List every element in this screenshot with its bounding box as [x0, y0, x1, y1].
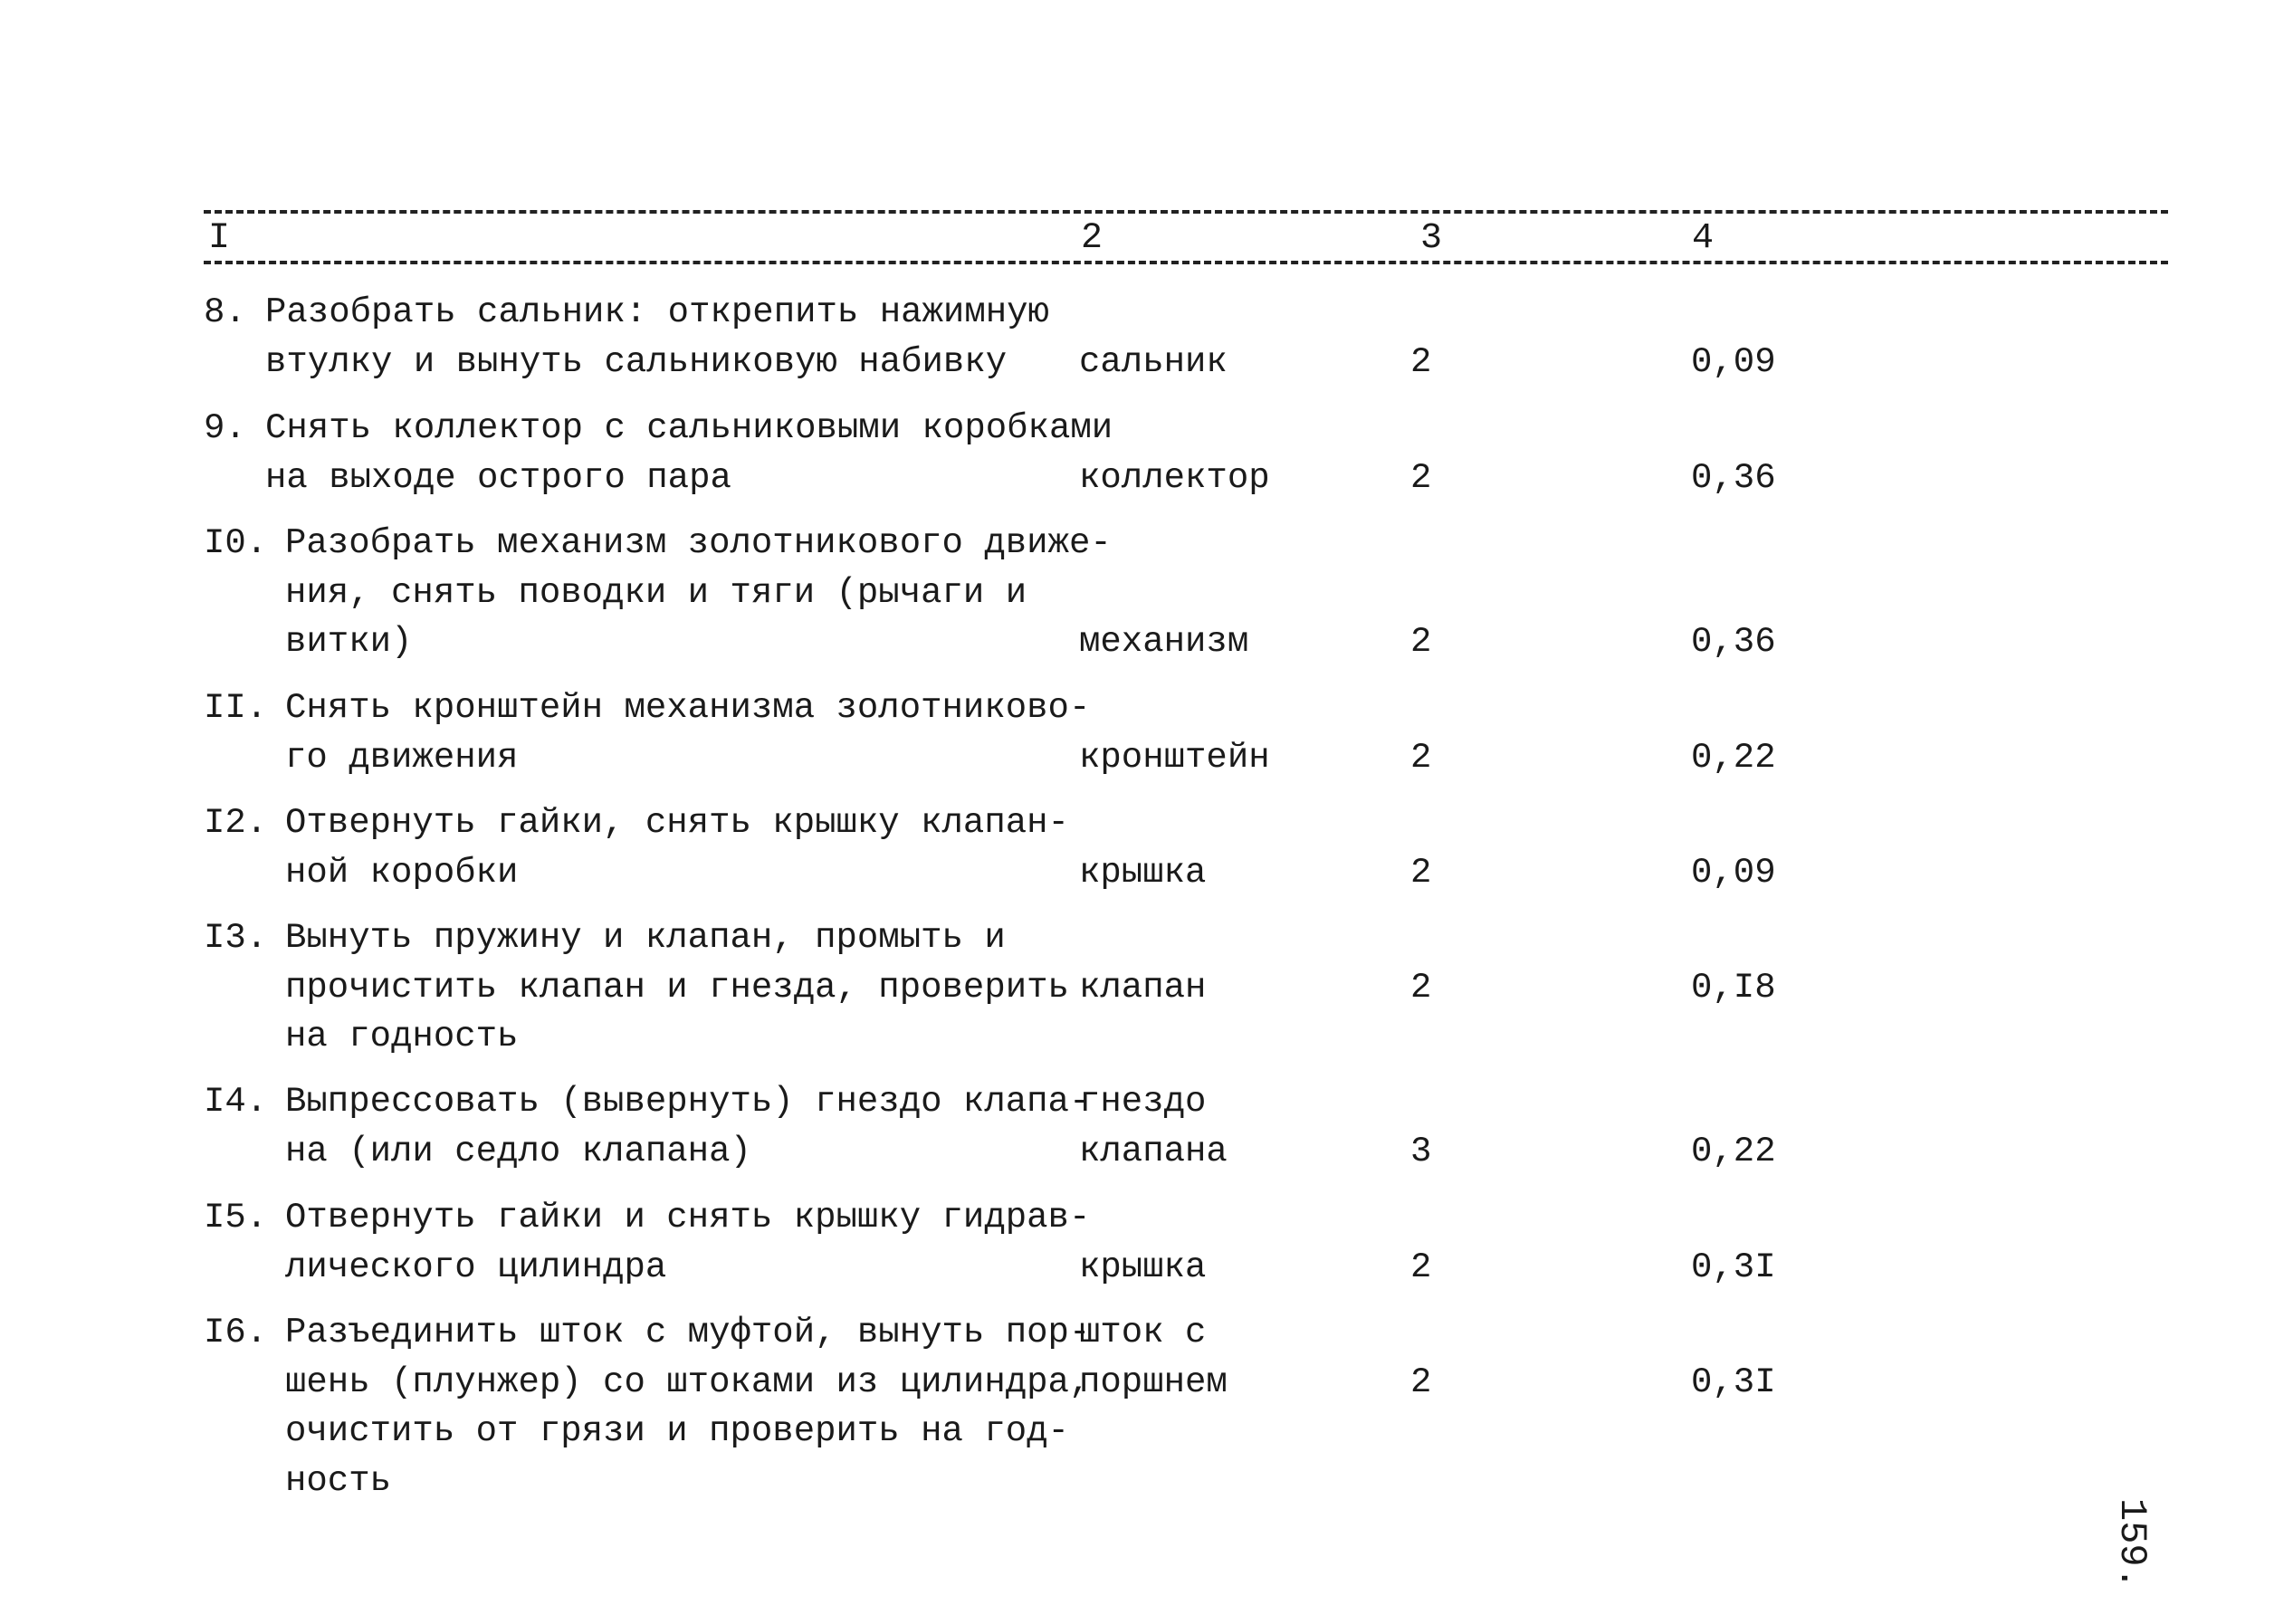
row-description: Разъединить шток с муфтой, вынуть пор- шень (плунжер) со штоками из цилиндра, очистить от грязи и проверить на год- ность: [285, 1313, 1091, 1501]
row-description: Вынуть пружину и клапан, промыть и прочистить клапан и гнезда, проверить на годность: [285, 918, 1069, 1056]
row-number: 9.: [204, 408, 246, 448]
row-time: 0,22: [1691, 737, 1776, 778]
row-number: II.: [204, 688, 268, 728]
row-description: Разобрать сальник: открепить нажимную втулку и вынуть сальниковую набивку: [265, 292, 1049, 382]
row-number: I4.: [204, 1082, 268, 1122]
row-quantity: 2: [1410, 1247, 1432, 1287]
row-object: крышка: [1079, 852, 1207, 893]
row-object: механизм: [1079, 622, 1249, 662]
page-number: 159.: [2110, 1498, 2154, 1590]
row-time: 0,22: [1691, 1131, 1776, 1171]
row-object: клапан: [1079, 967, 1207, 1008]
column-header-1: I: [205, 217, 234, 261]
row-number: I6.: [204, 1313, 268, 1352]
row-description: Снять коллектор с сальниковыми коробками на выходе острого пара: [265, 408, 1113, 498]
table-header-bottom-rule: [204, 261, 2168, 264]
row-number: 8.: [204, 292, 246, 332]
row-description: Отвернуть гайки и снять крышку гидрав- лического цилиндра: [285, 1198, 1091, 1287]
row-number: I0.: [204, 523, 268, 563]
row-object: кронштейн: [1079, 737, 1270, 778]
row-time: 0,09: [1691, 341, 1776, 382]
row-number: I5.: [204, 1198, 268, 1237]
row-quantity: 2: [1410, 622, 1432, 662]
row-object: шток с поршнем: [1079, 1313, 1228, 1402]
row-description: Разобрать механизм золотникового движе- ния, снять поводки и тяги (рычаги и витки): [285, 523, 1112, 662]
column-header-4: 4: [1688, 217, 1717, 261]
row-time: 0,I8: [1691, 967, 1776, 1008]
row-quantity: 2: [1410, 737, 1432, 778]
row-description: Снять кронштейн механизма золотниково- го движения: [285, 688, 1091, 778]
row-quantity: 3: [1410, 1131, 1432, 1171]
row-number: I3.: [204, 918, 268, 958]
row-number: I2.: [204, 803, 268, 843]
row-quantity: 2: [1410, 852, 1432, 893]
row-quantity: 2: [1410, 1361, 1432, 1402]
row-time: 0,36: [1691, 622, 1776, 662]
row-time: 0,36: [1691, 457, 1776, 498]
row-description: Отвернуть гайки, снять крышку клапан- ной коробки: [285, 803, 1069, 893]
row-object: гнездо клапана: [1079, 1082, 1228, 1171]
row-time: 0,09: [1691, 852, 1776, 893]
row-object: сальник: [1079, 341, 1228, 382]
table-header-top-rule: [204, 210, 2168, 214]
row-quantity: 2: [1410, 457, 1432, 498]
row-quantity: 2: [1410, 967, 1432, 1008]
row-description: Выпрессовать (вывернуть) гнездо клапа- на (или седло клапана): [285, 1082, 1091, 1171]
row-quantity: 2: [1410, 341, 1432, 382]
row-object: крышка: [1079, 1247, 1207, 1287]
column-header-3: 3: [1417, 217, 1446, 261]
row-time: 0,3I: [1691, 1361, 1776, 1402]
row-object: коллектор: [1079, 457, 1270, 498]
column-header-2: 2: [1077, 217, 1106, 261]
row-time: 0,3I: [1691, 1247, 1776, 1287]
